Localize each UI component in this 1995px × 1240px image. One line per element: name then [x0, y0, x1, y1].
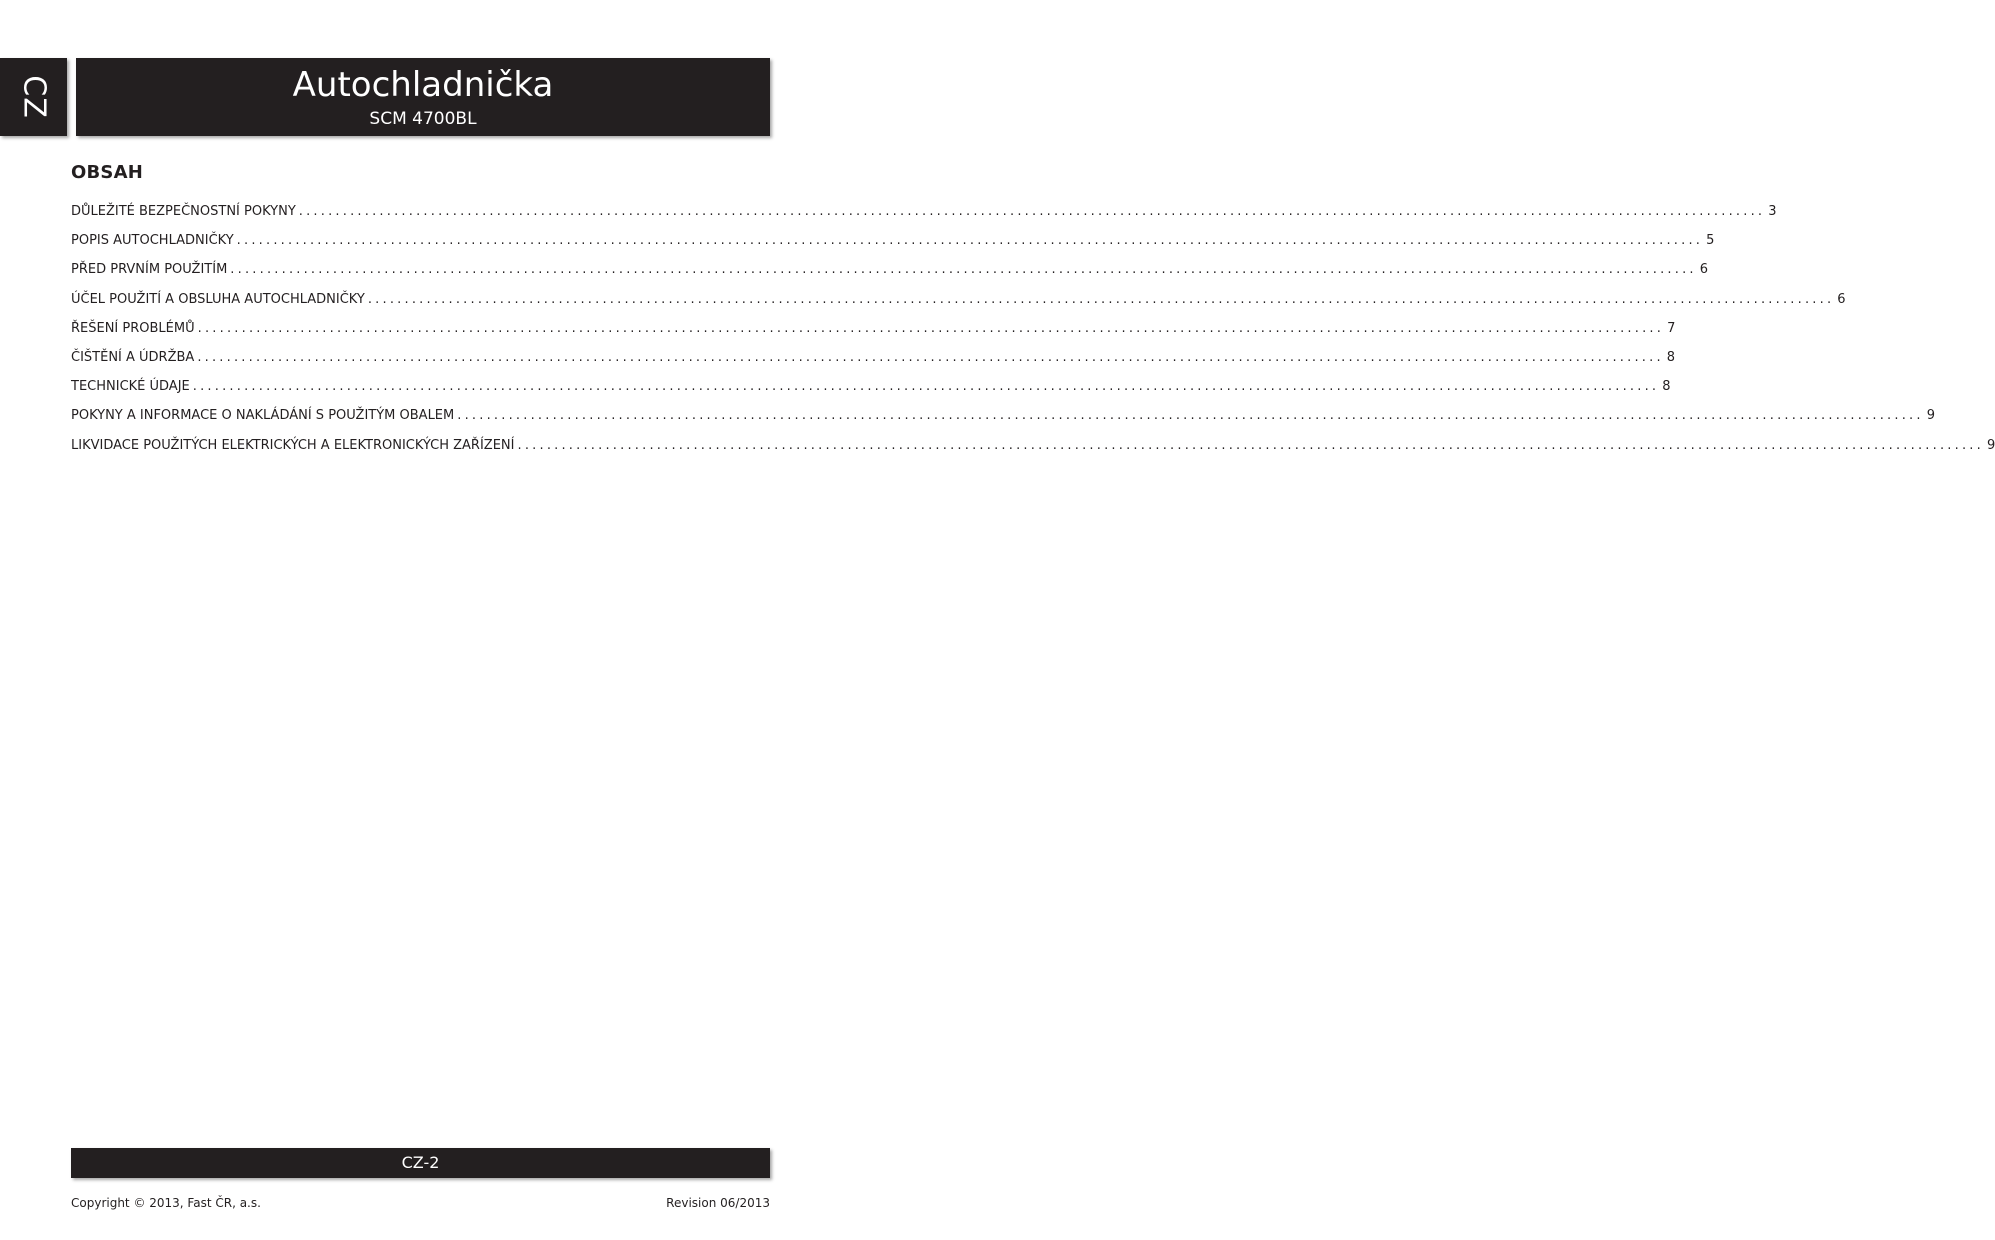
toc-entry-title: POKYNY A INFORMACE O NAKLÁDÁNÍ S POUŽITÝM OBALEM	[71, 408, 455, 424]
toc-entry-title: ČIŠTĚNÍ A ÚDRŽBA	[71, 349, 195, 365]
toc-entry-packaging[interactable]	[71, 405, 1935, 434]
page-number: CZ-2	[401, 1153, 440, 1172]
toc-dot-leader: ........................................................................................................................................................................................................	[197, 320, 1665, 336]
table-of-contents	[71, 201, 1995, 464]
toc-entry-title: DŮLEŽITÉ BEZPEČNOSTNÍ POKYNY	[71, 204, 296, 219]
toc-dot-leader: ........................................................................................................................................................................................................	[457, 408, 1924, 424]
toc-entry-page: 9	[1986, 437, 1995, 453]
product-model: SCM 4700BL	[369, 109, 477, 129]
toc-entry-page: 8	[1662, 379, 1671, 395]
toc-heading: OBSAH	[71, 162, 143, 183]
toc-dot-leader: ........................................................................................................................................................................................................	[236, 233, 1704, 249]
copyright-notice: Copyright © 2013, Fast ČR, a.s.	[71, 1196, 261, 1210]
toc-entry-cleaning[interactable]	[71, 347, 1676, 376]
toc-entry-title: TECHNICKÉ ÚDAJE	[71, 379, 190, 395]
header-bar	[76, 58, 770, 136]
toc-entry-specifications[interactable]	[71, 376, 1671, 405]
toc-entry-description[interactable]	[71, 230, 1715, 259]
toc-dot-leader: ........................................................................................................................................................................................................	[517, 437, 1984, 453]
revision-label: Revision 06/2013	[666, 1196, 770, 1210]
document-title: Autochladnička	[292, 65, 554, 105]
toc-dot-leader: ........................................................................................................................................................................................................	[230, 262, 1697, 278]
toc-entry-disposal[interactable]	[71, 435, 1995, 464]
toc-entry-page: 7	[1667, 320, 1676, 336]
toc-entry-safety[interactable]	[71, 201, 1777, 230]
toc-entry-page: 8	[1666, 349, 1676, 365]
toc-entry-title: ÚČEL POUŽITÍ A OBSLUHA AUTOCHLADNIČKY	[71, 291, 365, 307]
toc-entry-page: 6	[1699, 262, 1709, 278]
toc-entry-page: 5	[1706, 233, 1715, 249]
language-code: CZ	[16, 75, 51, 119]
toc-dot-leader: ........................................................................................................................................................................................................	[197, 349, 1664, 365]
toc-dot-leader: ........................................................................................................................................................................................................	[298, 204, 1766, 219]
toc-entry-title: POPIS AUTOCHLADNIČKY	[71, 233, 234, 249]
toc-entry-title: PŘED PRVNÍM POUŽITÍM	[71, 262, 228, 278]
toc-entry-troubleshooting[interactable]	[71, 318, 1676, 347]
toc-dot-leader: ........................................................................................................................................................................................................	[367, 291, 1835, 307]
toc-entry-first-use[interactable]	[71, 259, 1709, 288]
toc-entry-page: 6	[1837, 291, 1846, 307]
toc-entry-page: 9	[1926, 408, 1935, 424]
toc-entry-title: LIKVIDACE POUŽITÝCH ELEKTRICKÝCH A ELEKTRONICKÝCH ZAŘÍZENÍ	[71, 437, 515, 453]
toc-dot-leader: ........................................................................................................................................................................................................	[192, 379, 1660, 395]
toc-entry-page: 3	[1768, 204, 1777, 219]
language-tab	[0, 58, 67, 136]
footer-page-bar	[71, 1148, 770, 1178]
toc-entry-title: ŘEŠENÍ PROBLÉMŮ	[71, 320, 195, 336]
toc-entry-operation[interactable]	[71, 289, 1846, 318]
